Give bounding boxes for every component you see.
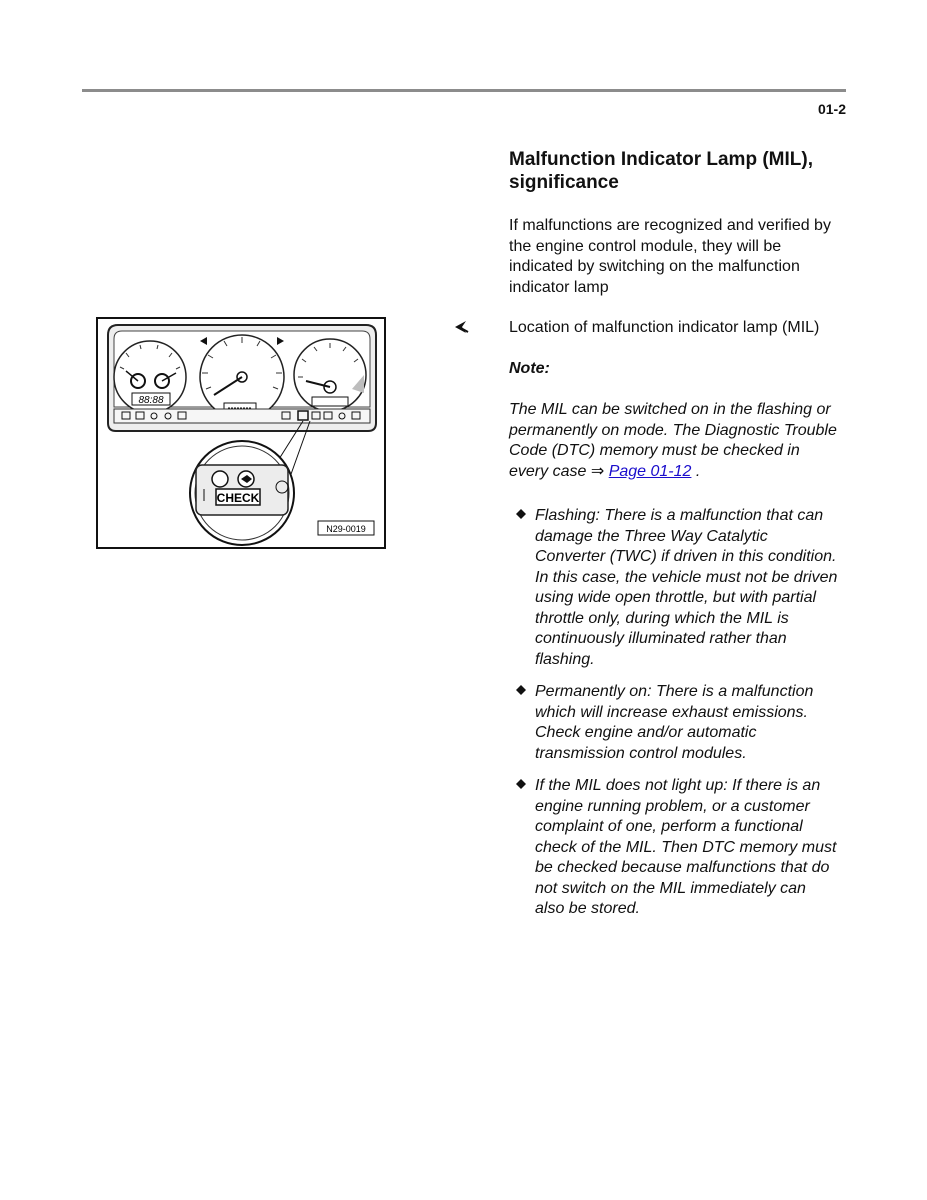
diamond-bullet-icon xyxy=(516,509,526,519)
bullet-text: Flashing: There is a malfunction that can damage the Three Way Catalytic Converter (TWC) if driven in this condition. In this case, the vehicle must not be driven using wide open throttle, but with partial throttle only, during which the MIL is continuously illuminated rather than flashing. xyxy=(535,507,838,668)
figure-pointer-icon xyxy=(452,319,470,335)
list-item xyxy=(509,682,839,764)
note-text xyxy=(509,400,839,482)
list-item xyxy=(509,776,839,920)
bullet-text: Permanently on: There is a malfunction which will increase exhaust emissions. Check engine and/or automatic transmission control modules. xyxy=(535,683,814,762)
check-label: CHECK xyxy=(216,491,260,505)
bullet-text: If the MIL does not light up: If there is an engine running problem, or a customer complaint of one, perform a functional check of the MIL. Then DTC memory must be checked because malfunctions that do not switch on the MIL immediately can also be stored. xyxy=(535,777,837,917)
figure-id: N29-0019 xyxy=(326,524,366,534)
section-title: Malfunction Indicator Lamp (MIL), significance xyxy=(509,149,813,193)
header-rule xyxy=(82,89,846,92)
note-trailing: . xyxy=(691,462,701,480)
page-number: 01-2 xyxy=(817,101,846,117)
list-item xyxy=(509,506,839,670)
left-gauge xyxy=(114,341,186,413)
bullet-list xyxy=(509,506,839,920)
intro-paragraph: If malfunctions are recognized and verified by the engine control module, they will be indicated by switching on the malfunction indicator lamp xyxy=(509,217,831,296)
svg-text:88:88: 88:88 xyxy=(138,395,164,406)
page-link[interactable]: Page 01-12 xyxy=(608,462,692,480)
arrow-icon: ⇒ xyxy=(590,462,605,480)
location-text: Location of malfunction indicator lamp (MIL) xyxy=(509,319,820,336)
tachometer xyxy=(294,339,366,411)
note-label: Note: xyxy=(509,359,550,377)
diamond-bullet-icon xyxy=(516,685,526,695)
speedometer xyxy=(200,335,284,419)
instrument-cluster-figure xyxy=(96,317,386,549)
mil-callout xyxy=(190,441,294,545)
diamond-bullet-icon xyxy=(516,779,526,789)
note-body: The MIL can be switched on in the flashing or permanently on mode. The Diagnostic Trouble Code (DTC) memory must be checked in every case xyxy=(509,401,837,480)
location-row xyxy=(509,318,839,339)
main-content xyxy=(509,148,839,932)
